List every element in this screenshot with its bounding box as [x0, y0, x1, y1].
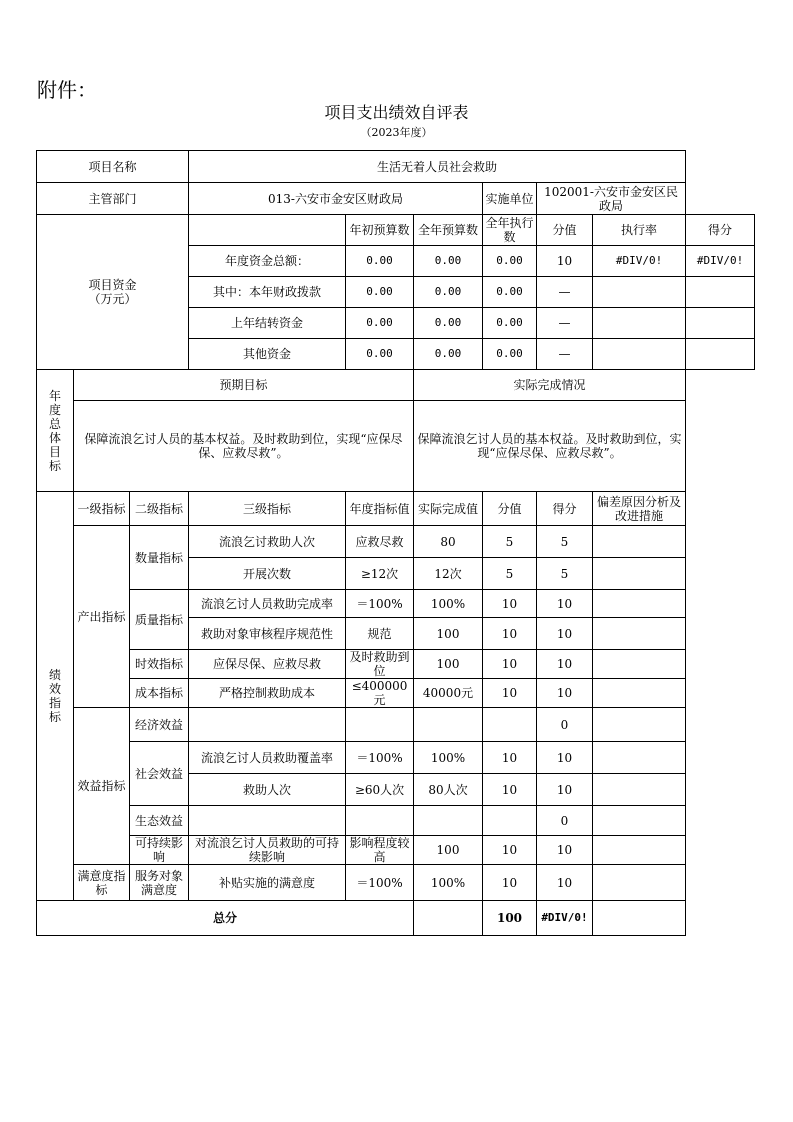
year-subtitle: （2023年度）: [360, 126, 433, 139]
indicator-score-value: 5: [483, 526, 537, 558]
indicator-name: 补贴实施的满意度: [189, 865, 346, 901]
indicator-target: ≤400000元: [346, 679, 414, 708]
level1-benefit: 效益指标: [74, 708, 130, 865]
indicator-actual: 80人次: [414, 774, 483, 806]
indicator-remark: [593, 650, 686, 679]
performance-table: [36, 150, 755, 936]
indicator-name: 对流浪乞讨人员救助的可持续影响: [189, 836, 346, 865]
funds-cell: 0.00: [346, 308, 414, 339]
indicator-target: ＝100%: [346, 742, 414, 774]
project-name-label: 项目名称: [37, 151, 189, 183]
funds-row-label: 其他资金: [189, 339, 346, 370]
dept-value: 013-六安市金安区财政局: [189, 183, 483, 215]
indicator-score-value: 10: [483, 774, 537, 806]
goals-label: 年 度 总 体 目 标: [37, 370, 74, 492]
indicator-header: 实际完成值: [414, 492, 483, 526]
indicator-header: 分值: [483, 492, 537, 526]
indicator-target: ≥60人次: [346, 774, 414, 806]
indicator-score-value: 10: [483, 836, 537, 865]
level1-satisfaction: 满意度指标: [74, 865, 130, 901]
funds-cell: #DIV/0!: [593, 246, 686, 277]
funds-cell: —: [537, 277, 593, 308]
indicator-score: 10: [537, 618, 593, 650]
funds-cell: [686, 339, 755, 370]
indicator-remark: [593, 774, 686, 806]
indicator-score: 10: [537, 836, 593, 865]
level2-ecological: 生态效益: [130, 806, 189, 836]
funds-header: 年初预算数: [346, 215, 414, 246]
indicator-score: 10: [537, 774, 593, 806]
total-blank: [414, 901, 483, 936]
indicator-remark: [593, 806, 686, 836]
indicators-label: 绩 效 指 标: [37, 492, 74, 901]
funds-header: 分值: [537, 215, 593, 246]
funds-cell: 0.00: [483, 339, 537, 370]
funds-cell: [593, 308, 686, 339]
funds-cell: 0.00: [346, 339, 414, 370]
indicator-actual: 100: [414, 618, 483, 650]
indicator-score: 10: [537, 650, 593, 679]
page-title: 项目支出绩效自评表: [324, 103, 469, 122]
indicator-score-value: 10: [483, 650, 537, 679]
total-label: 总分: [37, 901, 414, 936]
indicator-actual: 100: [414, 836, 483, 865]
funds-cell: 0.00: [414, 308, 483, 339]
indicator-score-value: 10: [483, 618, 537, 650]
indicator-target: ＝100%: [346, 590, 414, 618]
indicator-header: 年度指标值: [346, 492, 414, 526]
indicator-score-value: 10: [483, 590, 537, 618]
funds-header-blank: [189, 215, 346, 246]
indicator-name: 严格控制救助成本: [189, 679, 346, 708]
funds-label: 项目资金 （万元）: [37, 215, 189, 370]
funds-cell: [686, 277, 755, 308]
indicator-name: [189, 708, 346, 742]
funds-cell: —: [537, 308, 593, 339]
indicator-actual: 100: [414, 650, 483, 679]
indicator-target: 规范: [346, 618, 414, 650]
indicator-score: 10: [537, 865, 593, 901]
funds-header: 全年预算数: [414, 215, 483, 246]
indicator-score: 10: [537, 742, 593, 774]
indicator-target: [346, 708, 414, 742]
actual-goal-text: 保障流浪乞讨人员的基本权益。及时救助到位，实现“应保尽保、应救尽救”。: [414, 401, 686, 492]
indicator-remark: [593, 679, 686, 708]
dept-label: 主管部门: [37, 183, 189, 215]
indicator-score-value: 10: [483, 865, 537, 901]
funds-cell: —: [537, 339, 593, 370]
funds-header: 得分: [686, 215, 755, 246]
level1-output: 产出指标: [74, 526, 130, 708]
indicator-score: 10: [537, 679, 593, 708]
total-score-value: 100: [483, 901, 537, 936]
indicator-target: 及时救助到位: [346, 650, 414, 679]
indicator-score: 0: [537, 806, 593, 836]
indicator-name: 流浪乞讨人员救助完成率: [189, 590, 346, 618]
expected-goal-text: 保障流浪乞讨人员的基本权益。及时救助到位，实现“应保尽保、应救尽救”。: [74, 401, 414, 492]
funds-cell: 0.00: [346, 246, 414, 277]
indicator-score-value: 10: [483, 679, 537, 708]
unit-label: 实施单位: [483, 183, 537, 215]
indicator-actual: [414, 806, 483, 836]
funds-cell: 0.00: [414, 277, 483, 308]
indicator-remark: [593, 708, 686, 742]
indicator-remark: [593, 526, 686, 558]
funds-cell: 0.00: [483, 246, 537, 277]
funds-cell: 0.00: [483, 308, 537, 339]
indicator-actual: 100%: [414, 590, 483, 618]
indicator-name: 流浪乞讨救助人次: [189, 526, 346, 558]
funds-row-label: 年度资金总额：: [189, 246, 346, 277]
indicator-remark: [593, 618, 686, 650]
indicator-actual: 40000元: [414, 679, 483, 708]
funds-row-label: 其中：本年财政拨款: [189, 277, 346, 308]
indicator-target: 影响程度较高: [346, 836, 414, 865]
indicator-actual: 12次: [414, 558, 483, 590]
indicator-header: 二级指标: [130, 492, 189, 526]
indicator-target: ＝100%: [346, 865, 414, 901]
indicator-actual: [414, 708, 483, 742]
indicator-name: 应保尽保、应救尽救: [189, 650, 346, 679]
indicator-target: 应救尽救: [346, 526, 414, 558]
indicator-remark: [593, 742, 686, 774]
indicator-remark: [593, 865, 686, 901]
indicator-score-value: [483, 708, 537, 742]
level2-quantity: 数量指标: [130, 526, 189, 590]
indicator-name: [189, 806, 346, 836]
funds-cell: 0.00: [414, 246, 483, 277]
indicator-name: 流浪乞讨人员救助覆盖率: [189, 742, 346, 774]
level2-social: 社会效益: [130, 742, 189, 806]
indicator-header: 三级指标: [189, 492, 346, 526]
indicator-target: ≥12次: [346, 558, 414, 590]
funds-cell: 0.00: [346, 277, 414, 308]
indicator-actual: 80: [414, 526, 483, 558]
indicator-actual: 100%: [414, 865, 483, 901]
indicator-score: 10: [537, 590, 593, 618]
level2-cost: 成本指标: [130, 679, 189, 708]
project-name: 生活无着人员社会救助: [189, 151, 686, 183]
level2-sustainable: 可持续影响: [130, 836, 189, 865]
unit-value: 102001-六安市金安区民政局: [537, 183, 686, 215]
funds-cell: [593, 277, 686, 308]
total-score: #DIV/0!: [537, 901, 593, 936]
indicator-header: 一级指标: [74, 492, 130, 526]
indicator-header: 得分: [537, 492, 593, 526]
indicator-score-value: 10: [483, 742, 537, 774]
expected-goal-header: 预期目标: [74, 370, 414, 401]
indicator-score: 5: [537, 526, 593, 558]
indicator-score-value: [483, 806, 537, 836]
indicator-name: 救助对象审核程序规范性: [189, 618, 346, 650]
indicator-remark: [593, 836, 686, 865]
indicator-header: 偏差原因分析及改进措施: [593, 492, 686, 526]
level2-economic: 经济效益: [130, 708, 189, 742]
actual-goal-header: 实际完成情况: [414, 370, 686, 401]
indicator-score: 0: [537, 708, 593, 742]
level2-timeliness: 时效指标: [130, 650, 189, 679]
funds-cell: [686, 308, 755, 339]
funds-cell: [593, 339, 686, 370]
indicator-score: 5: [537, 558, 593, 590]
indicator-name: 开展次数: [189, 558, 346, 590]
funds-cell: 0.00: [483, 277, 537, 308]
indicator-actual: 100%: [414, 742, 483, 774]
funds-cell: #DIV/0!: [686, 246, 755, 277]
funds-cell: 0.00: [414, 339, 483, 370]
funds-cell: 10: [537, 246, 593, 277]
indicator-remark: [593, 558, 686, 590]
indicator-name: 救助人次: [189, 774, 346, 806]
funds-header: 全年执行数: [483, 215, 537, 246]
indicator-score-value: 5: [483, 558, 537, 590]
funds-header: 执行率: [593, 215, 686, 246]
total-remark: [593, 901, 686, 936]
level2-service: 服务对象满意度: [130, 865, 189, 901]
indicator-remark: [593, 590, 686, 618]
funds-row-label: 上年结转资金: [189, 308, 346, 339]
level2-quality: 质量指标: [130, 590, 189, 650]
indicator-target: [346, 806, 414, 836]
attachment-label: 附件：: [37, 78, 97, 102]
